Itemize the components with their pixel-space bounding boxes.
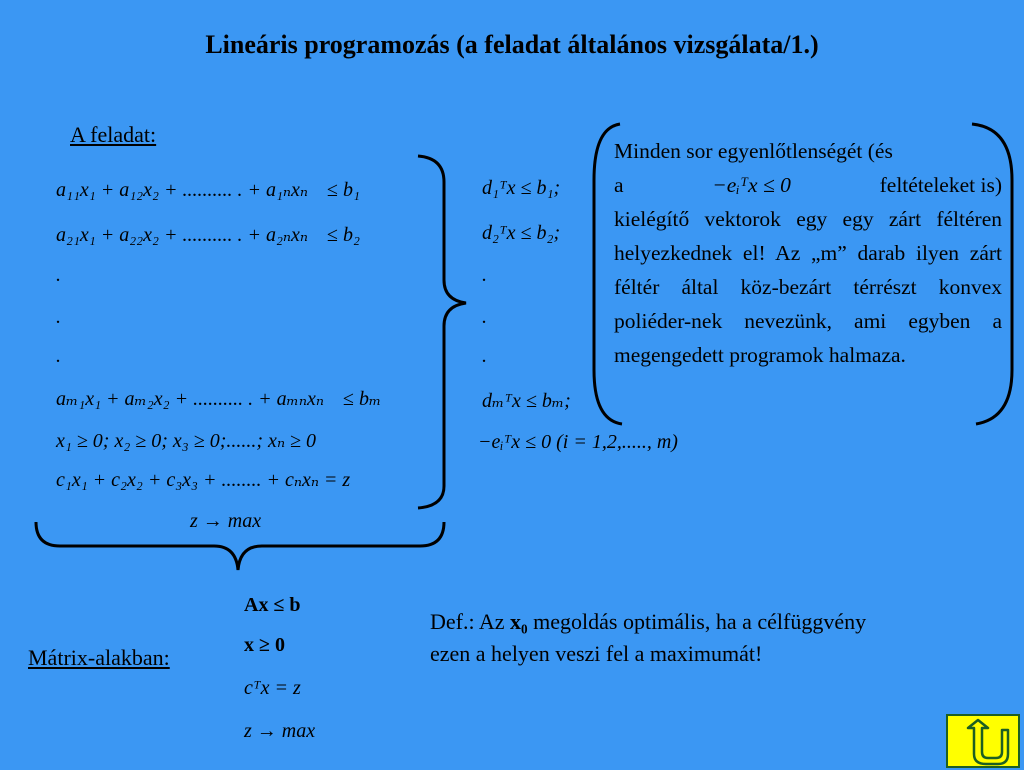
matrix-maximize: z → max (244, 720, 316, 742)
optimal-solution-symbol: x₀ (510, 609, 528, 634)
ellipsis-dot: . (56, 345, 61, 367)
vector-row-2: d₂ᵀx ≤ b₂; (482, 222, 561, 244)
optimality-definition: Def.: Az x₀ megoldás optimális, ha a célfüggvény ezen a helyen veszi fel a maximumát! (430, 609, 867, 666)
return-button[interactable] (946, 714, 1020, 768)
ellipsis-dot: . (482, 345, 487, 367)
bottom-curly-brace (36, 522, 444, 570)
ellipsis-dot: . (482, 306, 487, 328)
task-heading: A feladat: (70, 122, 157, 147)
inequality-row-m: aₘ₁x₁ + aₘ₂x₂ + .......... . + aₘₙxₙ ≤ bₘ (56, 388, 382, 410)
ellipsis-dot: . (56, 306, 61, 328)
page-title: Lineáris programozás (a feladat általános vizsgálata/1.) (205, 30, 819, 59)
inequality-row-1: a₁₁x₁ + a₁₂x₂ + .......... . + a₁ₙxₙ ≤ b₁ (56, 179, 360, 201)
matrix-constraint: Ax ≤ b (244, 594, 301, 616)
vector-row-m: dₘᵀx ≤ bₘ; (482, 390, 571, 412)
halfspace-note (614, 134, 1002, 372)
return-arrow-icon (948, 716, 1022, 770)
note-body: kielégítő vektorok egy egy zárt féltéren helyezkednek el! Az „m” darab ilyen zárt féltér által köz-bezárt térrészt konvex poliéder-nek nevezünk, ami egyben a megengedett programok halmaza. (614, 207, 1002, 367)
ellipsis-dot: . (482, 264, 487, 286)
matrix-form-heading: Mátrix-alakban: (28, 645, 170, 670)
objective-function: c₁x₁ + c₂x₂ + c₃x₃ + ........ + cₙxₙ = z (56, 469, 351, 491)
inequality-row-2: a₂₁x₁ + a₂₂x₂ + .......... . + a₂ₙxₙ ≤ b₂ (56, 224, 360, 246)
matrix-nonnegativity: x ≥ 0 (244, 634, 285, 656)
right-curly-brace (418, 156, 466, 508)
vector-nonnegativity: −eᵢᵀx ≤ 0 (i = 1,2,....., m) (478, 431, 678, 453)
note-line-1: Minden sor egyenlőtlenségét (és (614, 139, 893, 163)
vector-row-1: d₁ᵀx ≤ b₁; (482, 177, 561, 199)
ellipsis-dot: . (56, 264, 61, 286)
note-line-2: a −eᵢᵀx ≤ 0 feltételeket is) (614, 168, 1002, 202)
maximize-objective: z → max (190, 510, 262, 532)
nonnegativity-constraints: x₁ ≥ 0; x₂ ≥ 0; x₃ ≥ 0;......; xₙ ≥ 0 (56, 430, 317, 452)
matrix-objective: cᵀx = z (244, 677, 301, 699)
note-inline-equation: −eᵢᵀx ≤ 0 (712, 173, 791, 197)
